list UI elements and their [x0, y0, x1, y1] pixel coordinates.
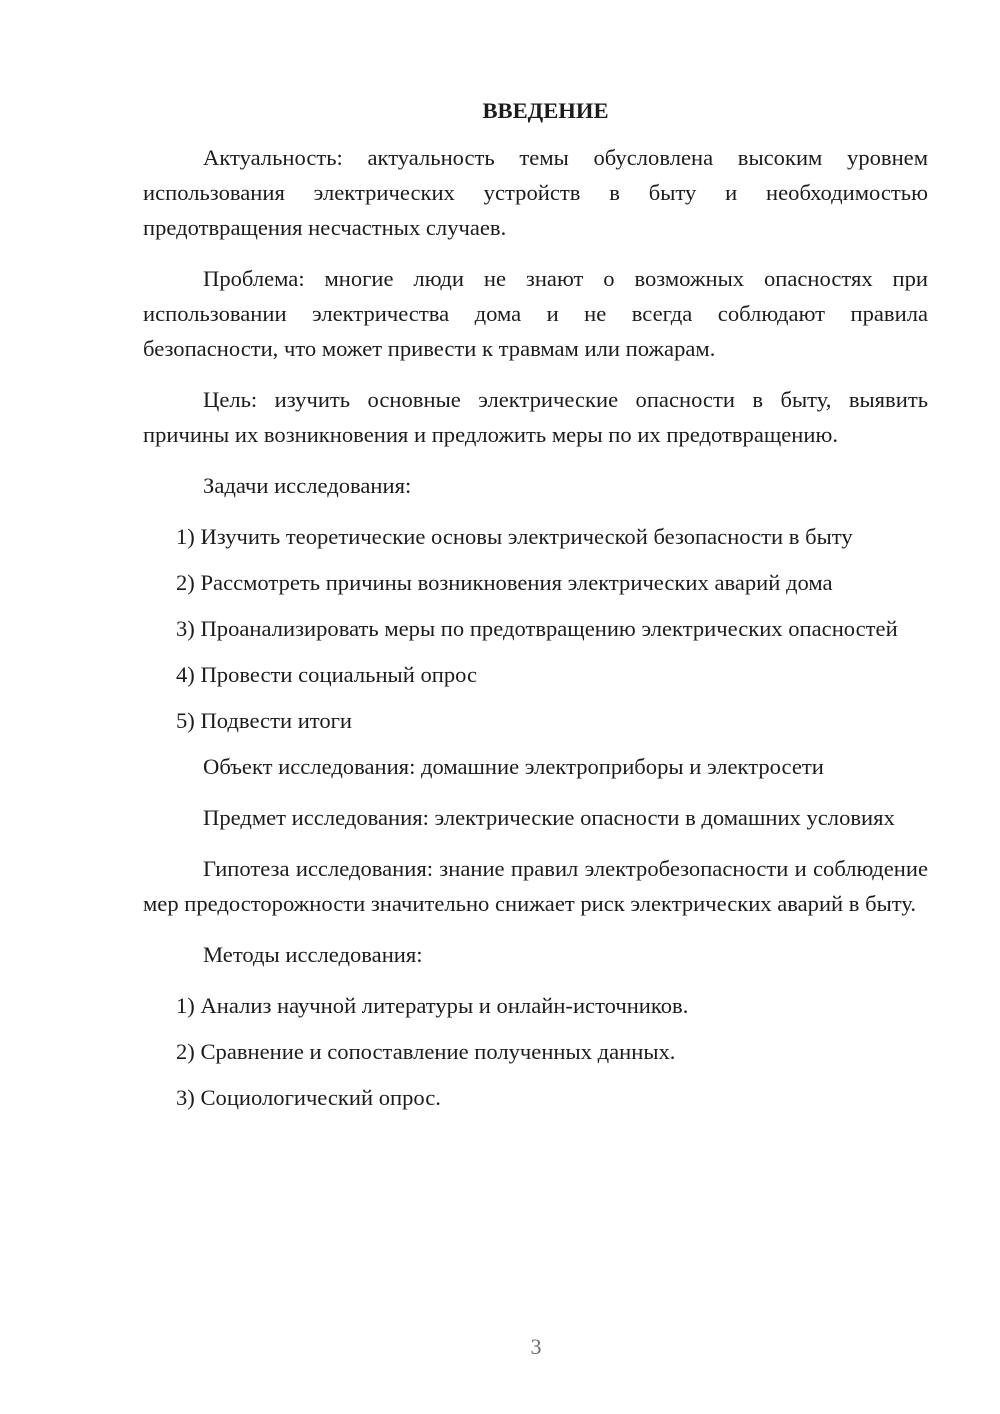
relevance-paragraph: Актуальность: актуальность темы обусловлена высоким уровнем использования электрических устройств в быту и необходимостью предотвращения несчастных случаев. — [143, 145, 928, 240]
hypothesis-paragraph: Гипотеза исследования: знание правил электробезопасности и соблюдение мер предосторожности значительно снижает риск электрических аварий в быту. — [143, 856, 928, 916]
task-item-4: 4) Провести социальный опрос — [176, 662, 478, 687]
subject-paragraph: Предмет исследования: электрические опасности в домашних условиях — [203, 805, 895, 830]
method-item-1: 1) Анализ научной литературы и онлайн-источников. — [176, 993, 689, 1018]
page-number: 3 — [530, 1334, 542, 1359]
page-content — [143, 96, 928, 1126]
method-item-2: 2) Сравнение и сопоставление полученных данных. — [176, 1039, 676, 1064]
method-item-3: 3) Социологический опрос. — [176, 1085, 441, 1110]
tasks-heading: Задачи исследования: — [203, 473, 412, 498]
methods-heading: Методы исследования: — [203, 942, 423, 967]
task-item-1: 1) Изучить теоретические основы электрической безопасности в быту — [176, 524, 853, 549]
section-title: ВВЕДЕНИЕ — [482, 98, 609, 123]
goal-paragraph: Цель: изучить основные электрические опасности в быту, выявить причины их возникновения и предложить меры по их предотвращению. — [143, 387, 928, 447]
task-item-3: 3) Проанализировать меры по предотвращению электрических опасностей — [176, 616, 898, 641]
object-paragraph: Объект исследования: домашние электроприборы и электросети — [203, 754, 824, 779]
task-item-5: 5) Подвести итоги — [176, 708, 353, 733]
task-item-2: 2) Рассмотреть причины возникновения электрических аварий дома — [176, 570, 833, 595]
problem-paragraph: Проблема: многие люди не знают о возможных опасностях при использовании электричества дома и не всегда соблюдают правила безопасности, что может привести к травмам или пожарам. — [143, 266, 928, 361]
